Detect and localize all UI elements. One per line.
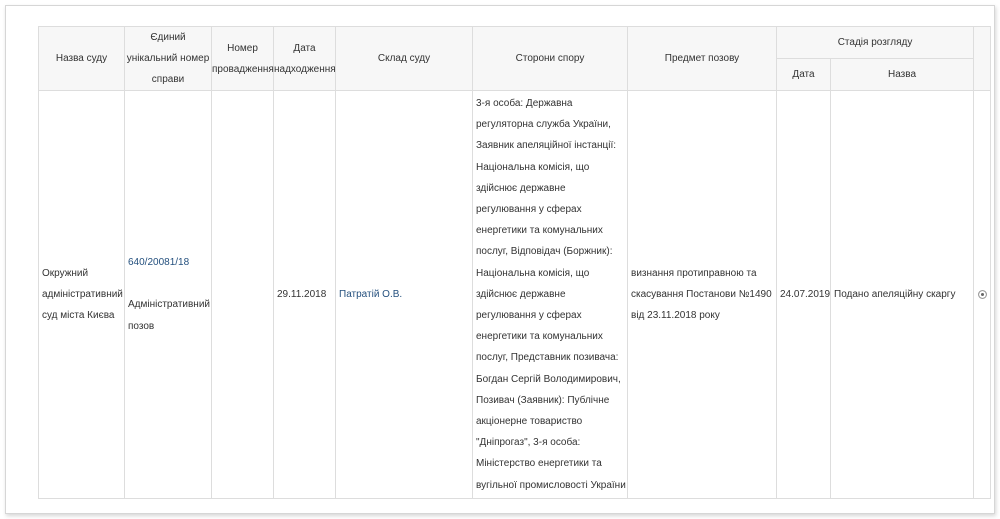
cell-stage-name: Подано апеляційну скаргу [831, 91, 974, 499]
header-proceeding-number: Номер провадження [212, 27, 274, 91]
case-number [128, 252, 211, 273]
header-review-stage: Стадія розгляду [777, 27, 974, 59]
table-header [39, 27, 991, 91]
cell-court-name: Окружний адміністративний суд міста Києва [39, 91, 125, 499]
header-select [974, 27, 991, 91]
judge-link[interactable]: Патратій О.В. [339, 288, 403, 300]
header-claim-subject: Предмет позову [628, 27, 777, 91]
cell-receipt-date: 29.11.2018 [274, 91, 336, 499]
cell-parties: 3-я особа: Державна регуляторна служба України, Заявник апеляційної інстанції: Національна комісія, що здійснює державне регулювання у сферах енергетики та комунальних послуг, Відповідач (Боржник): Національна комісія, що здійснює державне регулювання у сферах енергетики та комунальних послуг, Представник позивача: Богдан Сергій Володимирович, Позивач (Заявник): Публічне акціонерне товариство "Дніпрогаз", 3-я особа: Міністерство енергетики та вугільної промисловості України [473, 91, 628, 499]
case-number-link[interactable]: 640/20081/18 [128, 257, 190, 269]
cell-court-composition [336, 91, 473, 499]
header-row-primary [39, 27, 991, 59]
cell-stage-date: 24.07.2019 [777, 91, 831, 499]
header-stage-date: Дата [777, 59, 831, 91]
header-parties: Сторони спору [473, 27, 628, 91]
header-court-composition: Склад суду [336, 27, 473, 91]
header-case-number-label: Єдиний унікальний номер справи [126, 32, 210, 85]
cell-case [125, 91, 212, 499]
header-court-name: Назва суду [39, 27, 125, 91]
cell-select [974, 91, 991, 499]
header-stage-name: Назва [831, 59, 974, 91]
case-type: Адміністративний позов [128, 299, 211, 332]
row-select-radio[interactable] [978, 290, 987, 299]
table-row [39, 91, 991, 499]
cell-proceeding-number [212, 91, 274, 499]
header-case-number [125, 27, 212, 91]
header-receipt-date: Дата надходження [274, 27, 336, 91]
cell-claim-subject: визнання протиправною та скасування Постанови №1490 від 23.11.2018 року [628, 91, 777, 499]
case-results-panel [5, 5, 995, 514]
table-body [39, 91, 991, 499]
court-cases-table [38, 26, 991, 499]
